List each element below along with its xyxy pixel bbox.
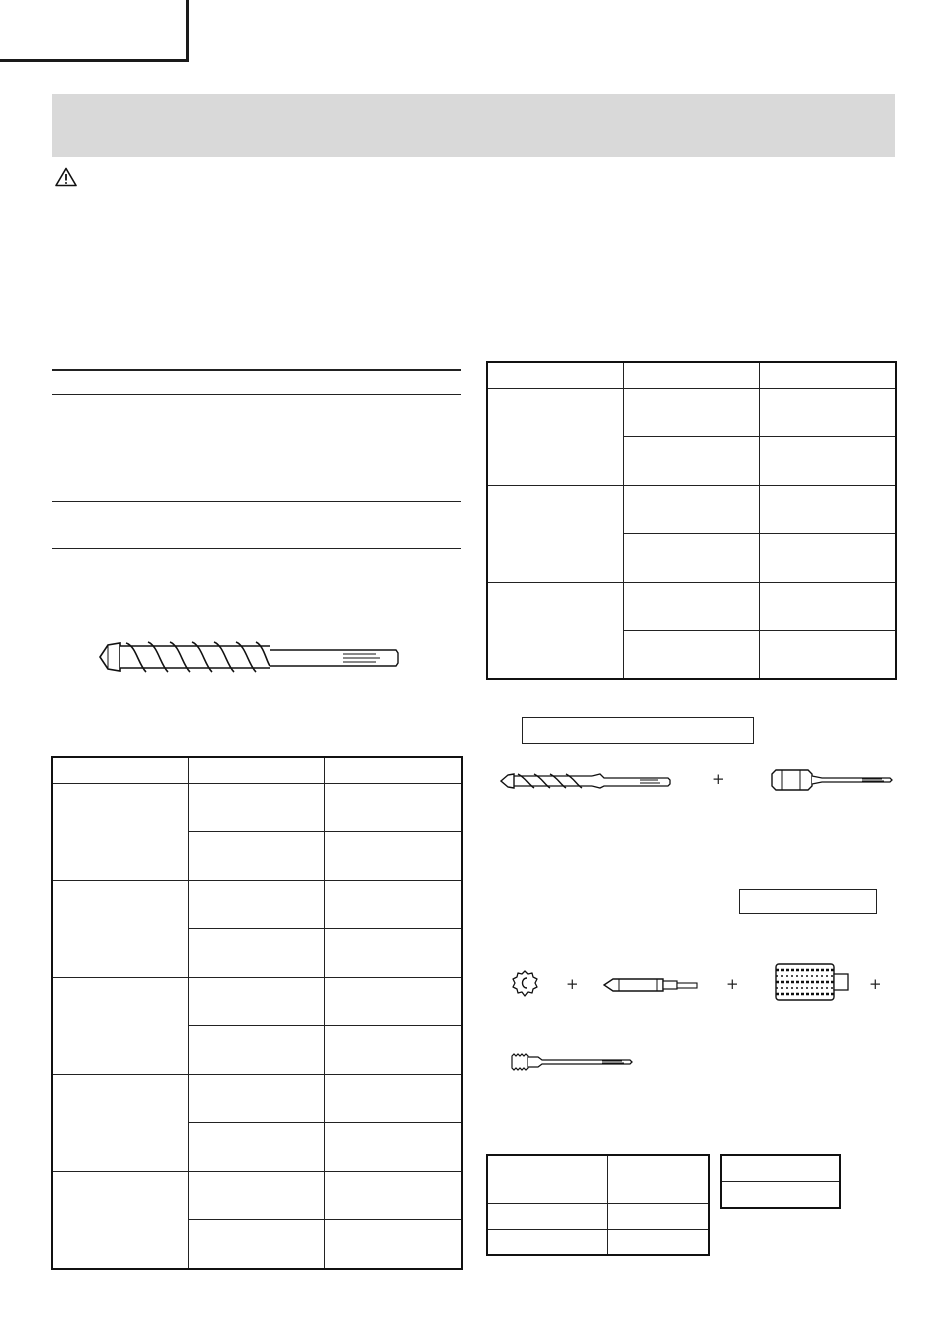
table-cell (487, 1155, 607, 1203)
bit-selection-table-left (51, 756, 463, 1270)
table-cell (759, 582, 896, 630)
table-header-row (52, 757, 462, 783)
table-row (52, 880, 462, 928)
table-row (52, 977, 462, 1025)
table-row (52, 783, 462, 831)
center-pin-icon (603, 975, 699, 995)
table-row (52, 1074, 462, 1122)
table-cell (324, 1171, 462, 1219)
plus-sign: + (712, 770, 725, 788)
table-cell (487, 388, 623, 485)
table-cell (52, 757, 188, 783)
spec-table-top-rule (52, 369, 461, 371)
table-cell (188, 831, 324, 880)
table-row (487, 1203, 709, 1229)
table-cell (324, 831, 462, 880)
table-cell (759, 362, 896, 388)
core-bit-icon (774, 962, 850, 1002)
table-cell (188, 1219, 324, 1269)
table-cell (759, 388, 896, 436)
table-cell (188, 783, 324, 831)
table-cell (623, 630, 759, 679)
table-cell (623, 485, 759, 533)
table-cell (623, 388, 759, 436)
table-cell (623, 362, 759, 388)
table-cell (188, 1074, 324, 1122)
table-cell (759, 533, 896, 582)
table-header-row (721, 1155, 840, 1181)
plus-sign: + (726, 975, 739, 993)
table-cell (607, 1155, 709, 1203)
table-cell (324, 880, 462, 928)
table-cell (324, 1074, 462, 1122)
table-cell (52, 783, 188, 880)
table-row (487, 388, 896, 436)
table-cell (324, 1122, 462, 1171)
warning-triangle-icon (55, 167, 77, 187)
tapered-bit-label-box (522, 717, 754, 744)
table-header-row (487, 1155, 709, 1203)
table-cell (721, 1181, 840, 1208)
table-row (487, 485, 896, 533)
plus-sign: + (566, 975, 579, 993)
table-cell (623, 582, 759, 630)
table-cell (188, 1122, 324, 1171)
taper-shank-adapter-icon (770, 766, 894, 794)
table-cell (52, 977, 188, 1074)
table-cell (623, 533, 759, 582)
shank-table (720, 1154, 841, 1209)
table-cell (759, 436, 896, 485)
page-corner-tab (0, 0, 189, 62)
guide-plate-icon (510, 969, 540, 1001)
table-cell (324, 928, 462, 977)
table-cell (188, 757, 324, 783)
sds-max-drill-bit-icon (98, 636, 400, 678)
table-cell (324, 783, 462, 831)
plus-sign: + (869, 975, 882, 993)
table-cell (188, 1171, 324, 1219)
table-cell (188, 977, 324, 1025)
table-cell (324, 1219, 462, 1269)
table-cell (607, 1203, 709, 1229)
table-cell (487, 582, 623, 679)
core-bit-size-table (486, 1154, 710, 1256)
table-cell (721, 1155, 840, 1181)
table-row (487, 582, 896, 630)
table-cell (52, 1171, 188, 1269)
table-cell (487, 1203, 607, 1229)
table-cell (487, 1229, 607, 1255)
core-bit-label-box (739, 889, 877, 914)
table-header-row (487, 362, 896, 388)
table-row (487, 1229, 709, 1255)
table-row (721, 1181, 840, 1208)
table-cell (759, 485, 896, 533)
section-header-banner (52, 94, 895, 157)
table-cell (52, 1074, 188, 1171)
table-cell (607, 1229, 709, 1255)
table-cell (188, 880, 324, 928)
table-cell (188, 928, 324, 977)
spec-table-bottom-rule (52, 548, 461, 549)
table-cell (188, 1025, 324, 1074)
spec-table-header-rule (52, 394, 461, 395)
table-cell (623, 436, 759, 485)
table-cell (324, 1025, 462, 1074)
tapered-shank-drill-bit-icon (500, 770, 672, 792)
table-cell (487, 362, 623, 388)
core-bit-shank-icon (510, 1051, 634, 1073)
table-cell (324, 757, 462, 783)
table-cell (52, 880, 188, 977)
bit-selection-table-right (486, 361, 897, 680)
table-cell (324, 977, 462, 1025)
table-cell (759, 630, 896, 679)
spec-table-row-rule (52, 501, 461, 502)
table-row (52, 1171, 462, 1219)
table-cell (487, 485, 623, 582)
